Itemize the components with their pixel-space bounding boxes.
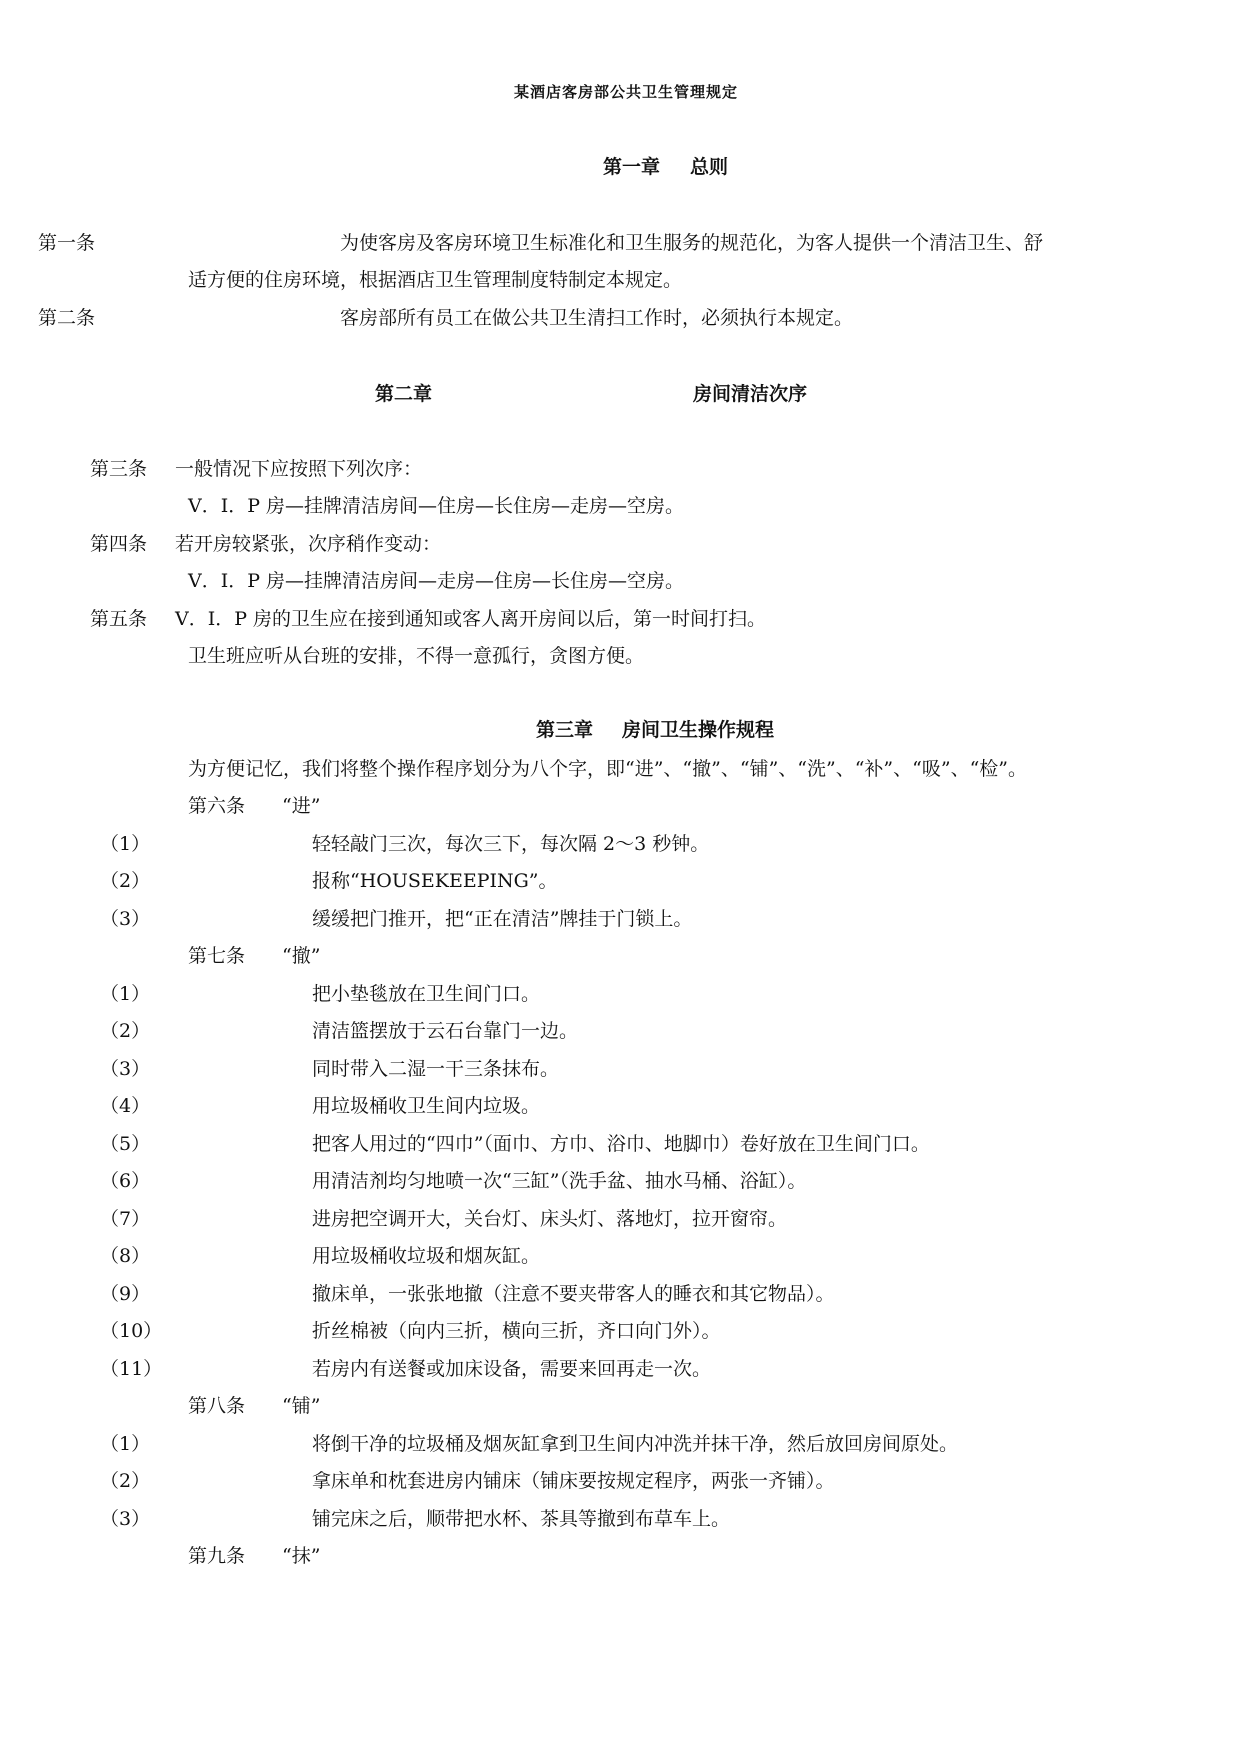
article9-label: 第九条	[188, 1545, 246, 1567]
article7-label: 第七条	[188, 945, 246, 967]
list-item-number: （2）	[100, 1020, 151, 1042]
list-item-number: （9）	[100, 1283, 151, 1305]
article6-name: “进”	[282, 795, 321, 817]
list-item: 进房把空调开大，关台灯、床头灯、落地灯，拉开窗帘。	[312, 1208, 788, 1230]
list-item: 将倒干净的垃圾桶及烟灰缸拿到卫生间内冲洗并抹干净，然后放回房间原处。	[312, 1433, 959, 1455]
article3-order: V．I．P 房—挂牌清洁房间—住房—长住房—走房—空房。	[188, 495, 685, 517]
list-item: 缓缓把门推开，把“正在清洁”牌挂于门锁上。	[312, 908, 693, 930]
list-item-number: （3）	[100, 908, 151, 930]
list-item: 撤床单，一张张地撤（注意不要夹带客人的睡衣和其它物品）。	[312, 1283, 835, 1305]
article1-label: 第一条	[38, 232, 96, 254]
list-item-number: （2）	[100, 870, 151, 892]
article8-name: “铺”	[282, 1395, 321, 1417]
list-item-number: （3）	[100, 1058, 151, 1080]
list-item-number: （1）	[100, 983, 151, 1005]
article8-label: 第八条	[188, 1395, 246, 1417]
chapter1-name: 总则	[690, 156, 729, 178]
chapter2-label: 第二章	[375, 383, 433, 405]
article4-text: 若开房较紧张，次序稍作变动：	[175, 533, 442, 555]
list-item: 报称“HOUSEKEEPING”。	[312, 870, 558, 892]
list-item-number: （1）	[100, 1433, 151, 1455]
list-item: 同时带入二湿一干三条抹布。	[312, 1058, 560, 1080]
list-item: 把客人用过的“四巾”（面巾、方巾、浴巾、地脚巾）卷好放在卫生间门口。	[312, 1133, 930, 1155]
list-item-number: （4）	[100, 1095, 151, 1117]
list-item: 用垃圾桶收垃圾和烟灰缸。	[312, 1245, 541, 1267]
chapter3-name: 房间卫生操作规程	[622, 719, 775, 741]
list-item: 铺完床之后，顺带把水杯、茶具等撤到布草车上。	[312, 1508, 731, 1530]
chapter1-label: 第一章	[603, 156, 661, 178]
article4-order: V．I．P 房—挂牌清洁房间—走房—住房—长住房—空房。	[188, 570, 685, 592]
list-item-number: （6）	[100, 1170, 151, 1192]
article9-name: “抹”	[282, 1545, 321, 1567]
list-item: 折丝棉被（向内三折，横向三折，齐口向门外）。	[312, 1320, 721, 1342]
article6-label: 第六条	[188, 795, 246, 817]
list-item-number: （2）	[100, 1470, 151, 1492]
list-item: 用清洁剂均匀地喷一次“三缸”（洗手盆、抽水马桶、浴缸）。	[312, 1170, 807, 1192]
chapter2-name: 房间清洁次序	[693, 383, 808, 405]
article1-line1: 为使客房及客房环境卫生标准化和卫生服务的规范化，为客人提供一个清洁卫生、舒	[340, 232, 1044, 254]
article3-label: 第三条	[90, 458, 148, 480]
list-item: 用垃圾桶收卫生间内垃圾。	[312, 1095, 541, 1117]
chapter3-intro: 为方便记忆，我们将整个操作程序划分为八个字，即“进”、“撤”、“铺”、“洗”、“补”、“吸”、“检”。	[188, 758, 1027, 780]
article2-label: 第二条	[38, 307, 96, 329]
list-item: 轻轻敲门三次，每次三下，每次隔 2～3 秒钟。	[312, 833, 710, 855]
list-item-number: （8）	[100, 1245, 151, 1267]
list-item-number: （5）	[100, 1133, 151, 1155]
article5-line2: 卫生班应听从台班的安排，不得一意孤行，贪图方便。	[188, 645, 645, 667]
list-item: 把小垫毯放在卫生间门口。	[312, 983, 541, 1005]
list-item-number: （1）	[100, 833, 151, 855]
article5-label: 第五条	[90, 608, 148, 630]
list-item-number: （10）	[100, 1320, 163, 1342]
article2-text: 客房部所有员工在做公共卫生清扫工作时，必须执行本规定。	[340, 307, 854, 329]
list-item-number: （11）	[100, 1358, 163, 1380]
list-item: 若房内有送餐或加床设备，需要来回再走一次。	[312, 1358, 712, 1380]
list-item-number: （3）	[100, 1508, 151, 1530]
chapter3-label: 第三章	[536, 719, 594, 741]
list-item: 清洁篮摆放于云石台靠门一边。	[312, 1020, 579, 1042]
article3-text: 一般情况下应按照下列次序：	[175, 458, 423, 480]
article5-text: V．I．P 房的卫生应在接到通知或客人离开房间以后，第一时间打扫。	[175, 608, 767, 630]
article4-label: 第四条	[90, 533, 148, 555]
article7-name: “撤”	[282, 945, 321, 967]
list-item: 拿床单和枕套进房内铺床（铺床要按规定程序，两张一齐铺）。	[312, 1470, 835, 1492]
article1-line2: 适方便的住房环境，根据酒店卫生管理制度特制定本规定。	[188, 269, 683, 291]
document-title: 某酒店客房部公共卫生管理规定	[514, 83, 739, 101]
list-item-number: （7）	[100, 1208, 151, 1230]
